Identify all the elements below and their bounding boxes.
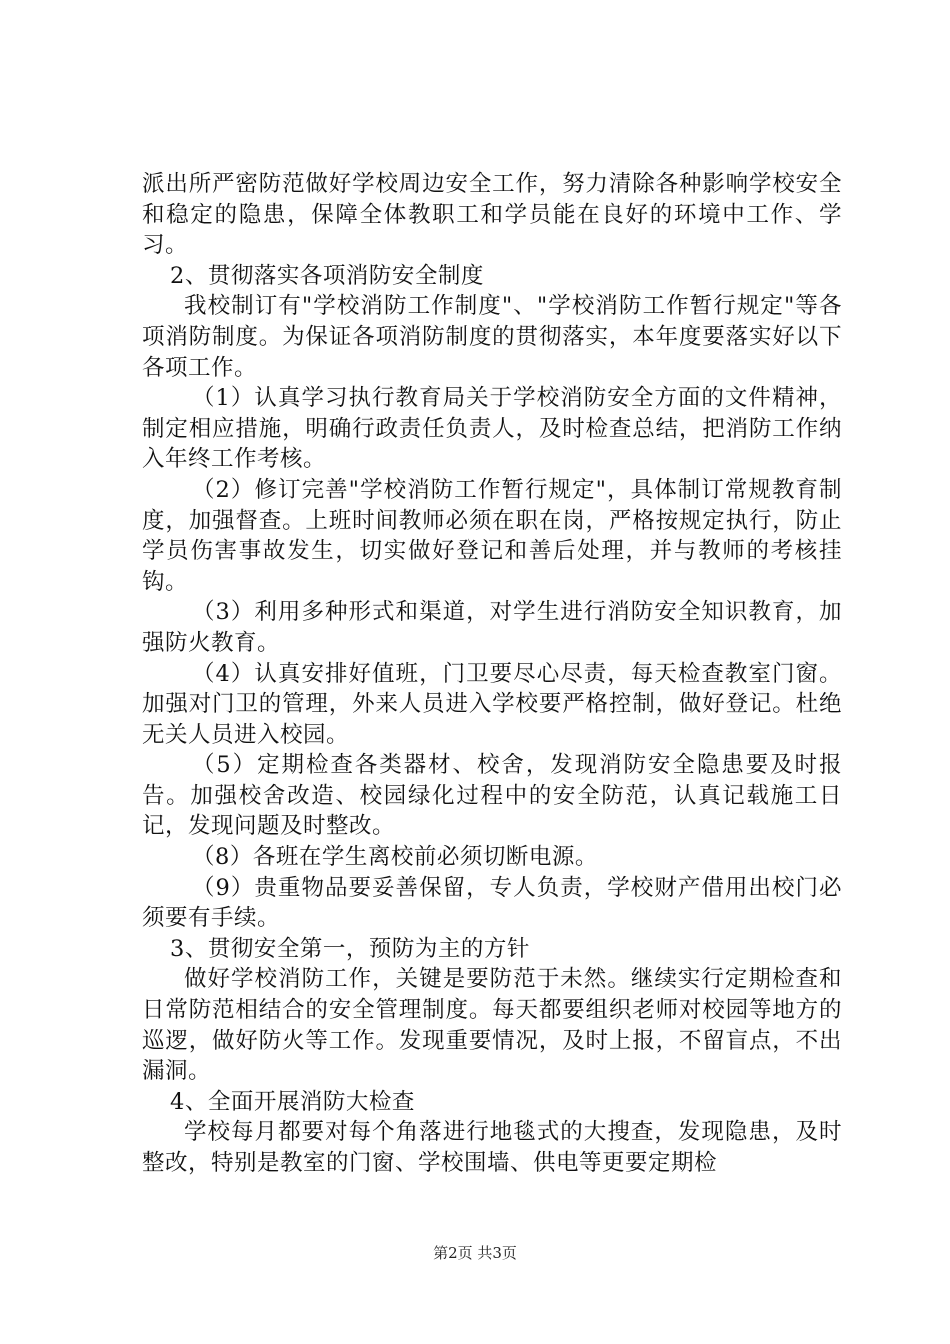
- list-item: （5）定期检查各类器材、校舍，发现消防安全隐患要及时报告。加强校舍改造、校园绿化过程中的安全防范，认真记载施工日记，发现问题及时整改。: [142, 752, 842, 840]
- section-heading-2: 2、贯彻落实各项消防安全制度: [170, 262, 484, 289]
- paragraph: 学校每月都要对每个角落进行地毯式的大搜查，发现隐患，及时整改，特别是教室的门窗、学校围墙、供电等更要定期检: [142, 1119, 842, 1176]
- paragraph: 我校制订有"学校消防工作制度"、"学校消防工作暂行规定"等各项消防制度。为保证各项消防制度的贯彻落实，本年度要落实好以下各项工作。: [142, 293, 842, 381]
- list-item: （3）利用多种形式和渠道，对学生进行消防安全知识教育，加强防火教育。: [142, 599, 842, 656]
- section-heading-3: 3、贯彻安全第一，预防为主的方针: [170, 935, 530, 962]
- page-number-footer: 第2页 共3页: [433, 1244, 517, 1262]
- list-item: （2）修订完善"学校消防工作暂行规定"，具体制订常规教育制度，加强督查。上班时间教师必须在职在岗，严格按规定执行，防止学员伤害事故发生，切实做好登记和善后处理，并与教师的考核挂钩。: [142, 476, 842, 595]
- section-heading-4: 4、全面开展消防大检查: [170, 1088, 415, 1115]
- list-item: （8）各班在学生离校前必须切断电源。: [192, 844, 598, 871]
- paragraph-continued: 派出所严密防范做好学校周边安全工作，努力清除各种影响学校安全和稳定的隐患，保障全体教职工和学员能在良好的环境中工作、学习。: [142, 171, 842, 259]
- list-item: （9）贵重物品要妥善保留，专人负责，学校财产借用出校门必须要有手续。: [142, 874, 842, 932]
- list-item: （4）认真安排好值班，门卫要尽心尽责，每天检查教室门窗。加强对门卫的管理，外来人员进入学校要严格控制，做好登记。杜绝无关人员进入校园。: [142, 660, 842, 748]
- document-body: [142, 169, 842, 1179]
- list-item: （1）认真学习执行教育局关于学校消防安全方面的文件精神，制定相应措施，明确行政责任负责人，及时检查总结，把消防工作纳入年终工作考核。: [142, 385, 842, 473]
- paragraph: 做好学校消防工作，关键是要防范于未然。继续实行定期检查和日常防范相结合的安全管理制度。每天都要组织老师对校园等地方的巡逻，做好防火等工作。发现重要情况，及时上报，不留盲点，不出漏洞。: [142, 966, 842, 1085]
